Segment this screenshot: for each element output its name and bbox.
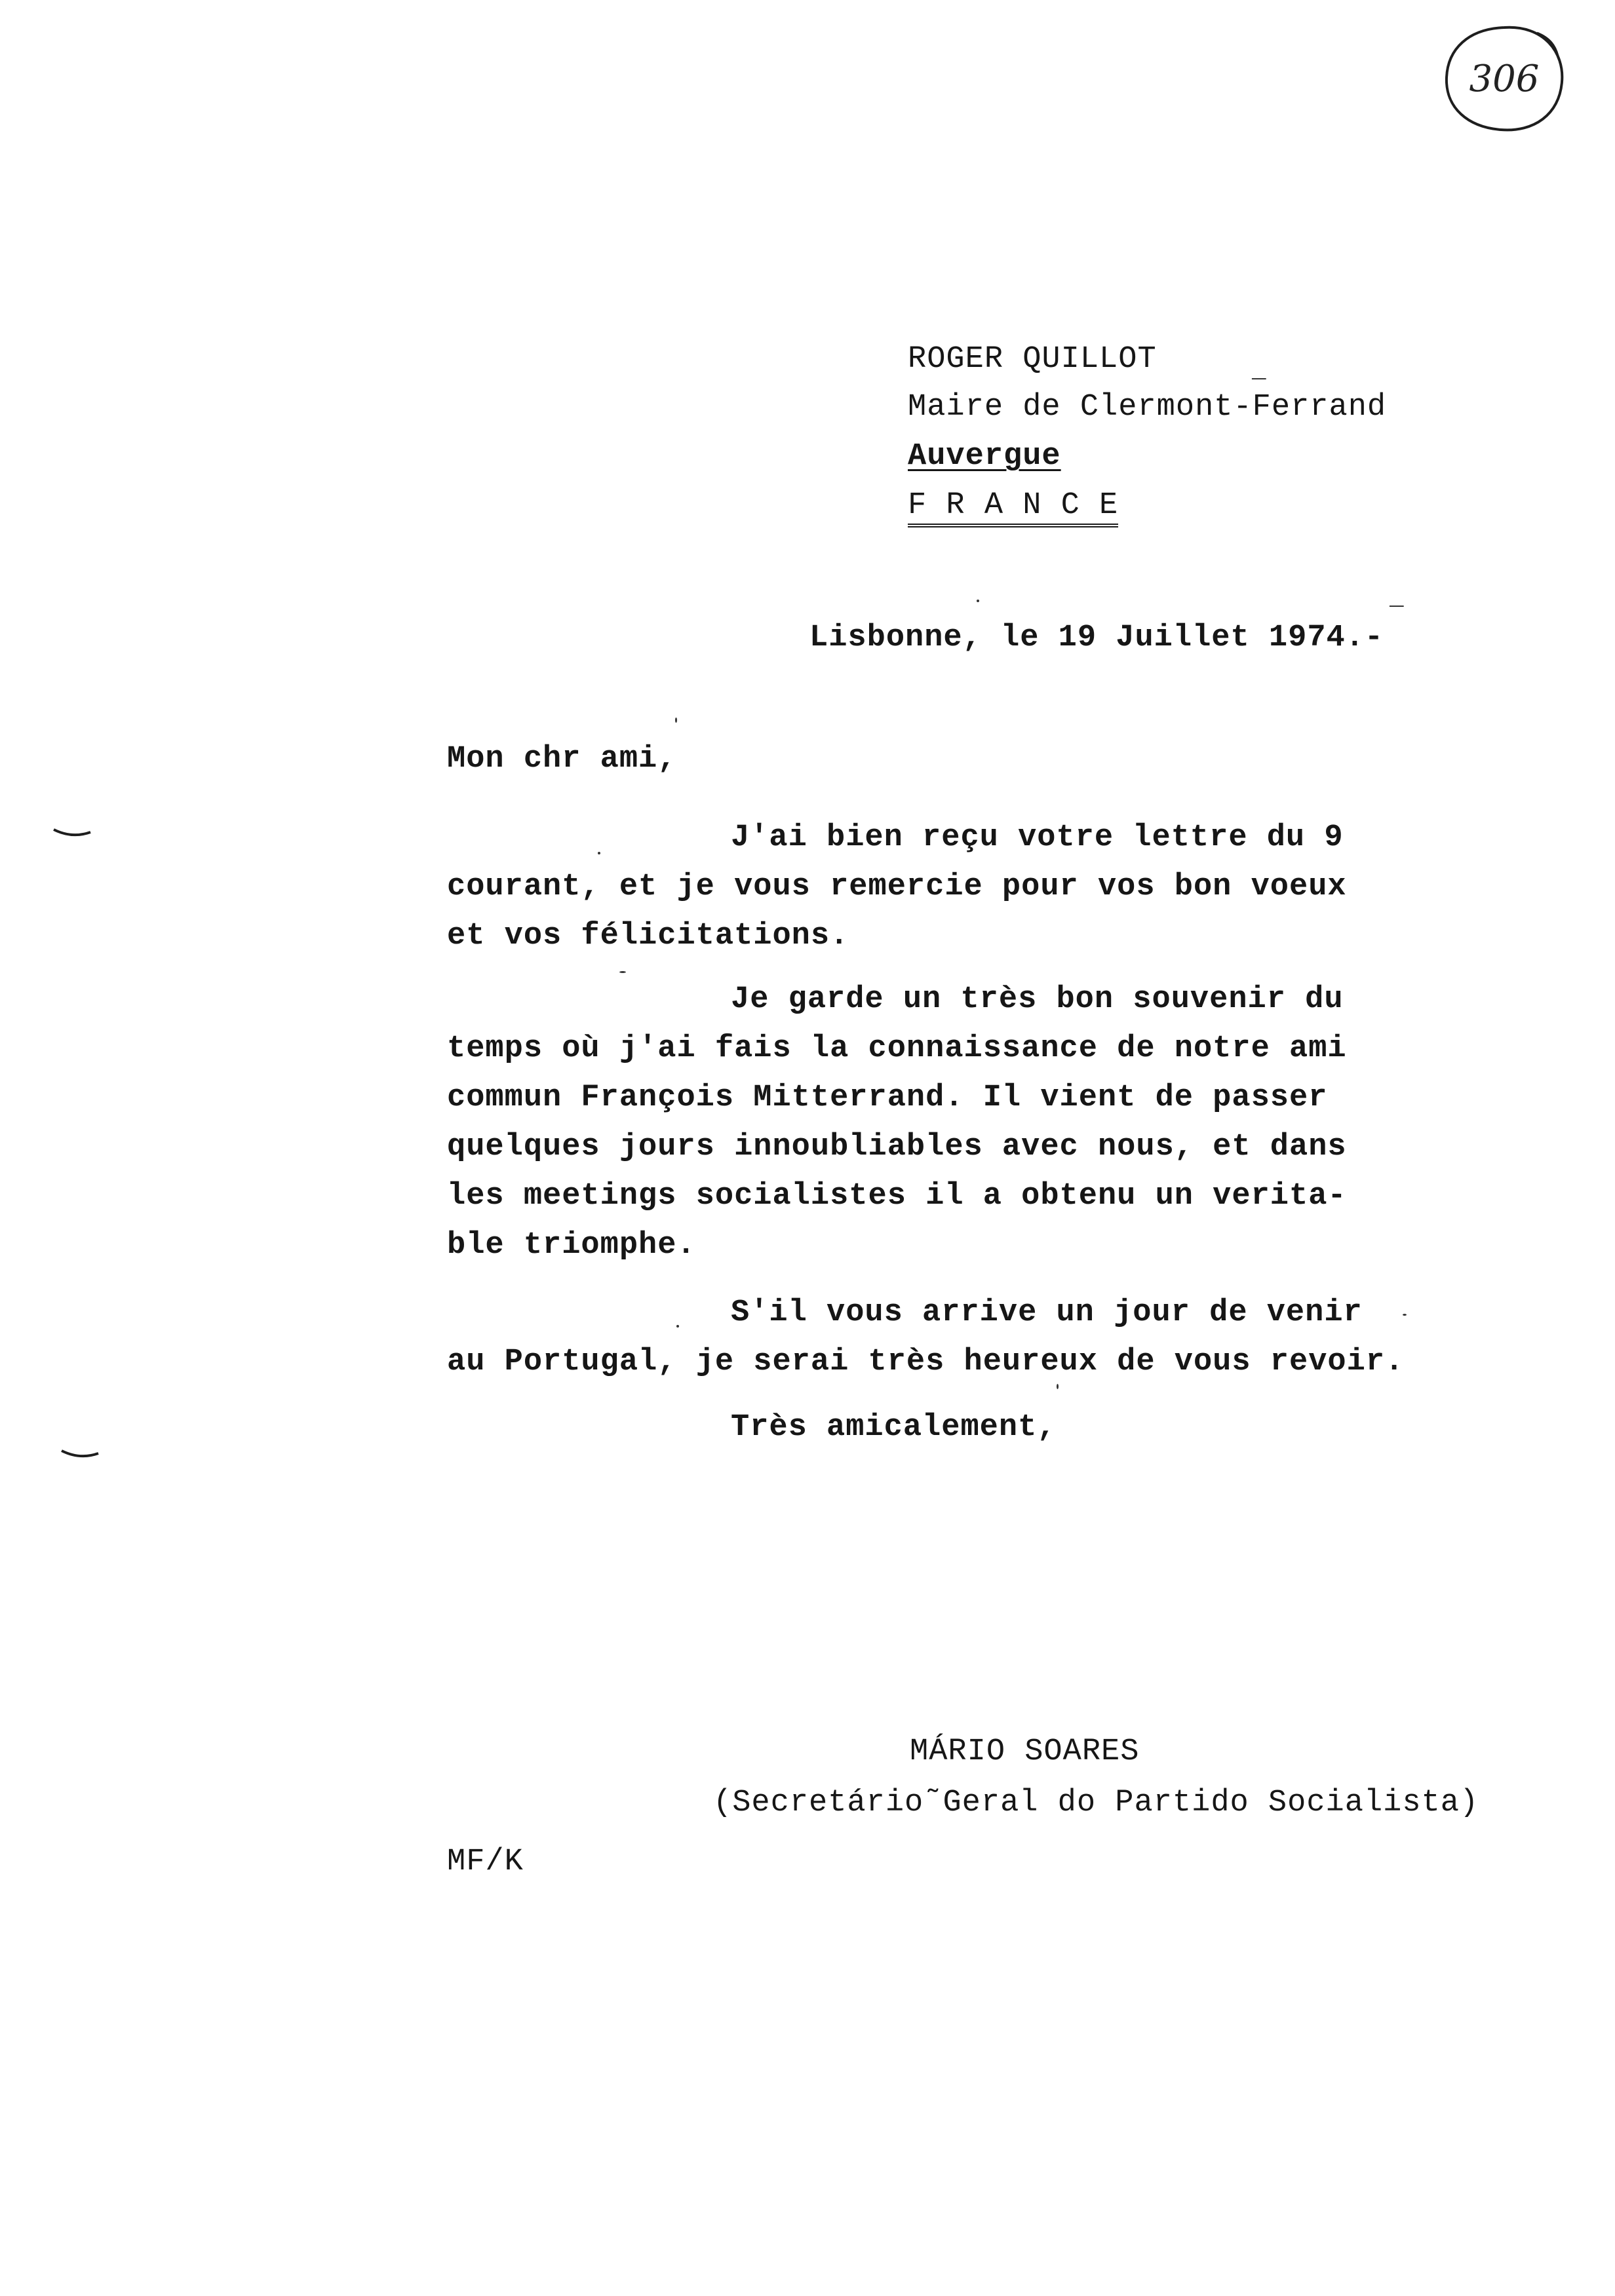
paragraph-2-line-6: ble triomphe. [447,1228,696,1263]
recipient-country: F R A N C E [908,490,1118,527]
tick-mark: _ [1252,357,1267,384]
date-line: Lisbonne, le 19 Juillet 1974.- [809,621,1384,655]
margin-mark-icon [52,827,92,840]
salutation: Mon chr ami, [447,742,677,776]
reference-initials: MF/K [447,1845,524,1879]
margin-mark-icon [60,1448,100,1461]
speck [676,1325,679,1328]
paragraph-2-line-2: temps où j'ai fais la connaissance de notre ami [447,1031,1347,1066]
signature-role: (Secretário˜Geral do Partido Socialista) [713,1786,1479,1820]
speck [619,971,626,973]
paragraph-3-line-2: au Portugal, je serai très heureux de vous revoir. [447,1345,1405,1379]
paragraph-1-line-1: J'ai bien reçu votre lettre du 9 [731,820,1344,855]
recipient-title: Maire de Clermont-Ferrand [908,390,1387,425]
recipient-region: Auvergue [908,439,1061,474]
paragraph-1-line-2: courant, et je vous remercie pour vos bon voeux [447,870,1347,904]
speck [977,600,979,602]
paragraph-2-line-1: Je garde un très bon souvenir du [731,982,1344,1017]
speck [1403,1314,1407,1316]
paragraph-2-line-3: commun François Mitterrand. Il vient de passer [447,1081,1328,1115]
paragraph-3-line-1: S'il vous arrive un jour de venir [731,1295,1363,1330]
paragraph-1-line-3: et vos félicitations. [447,919,849,953]
speck [1057,1384,1059,1389]
signature-name: MÁRIO SOARES [910,1734,1140,1769]
paragraph-2-line-4: quelques jours innoubliables avec nous, et dans [447,1130,1347,1164]
paragraph-2-line-5: les meetings socialistes il a obtenu un verita- [447,1179,1347,1214]
tick-mark: _ [1390,584,1405,611]
speck [675,718,677,723]
recipient-name: ROGER QUILLOT [908,342,1157,377]
closing: Très amicalement, [731,1410,1057,1445]
speck [598,852,600,854]
page-number-label: 306 [1469,57,1540,100]
page-number-stamp [1439,20,1570,138]
